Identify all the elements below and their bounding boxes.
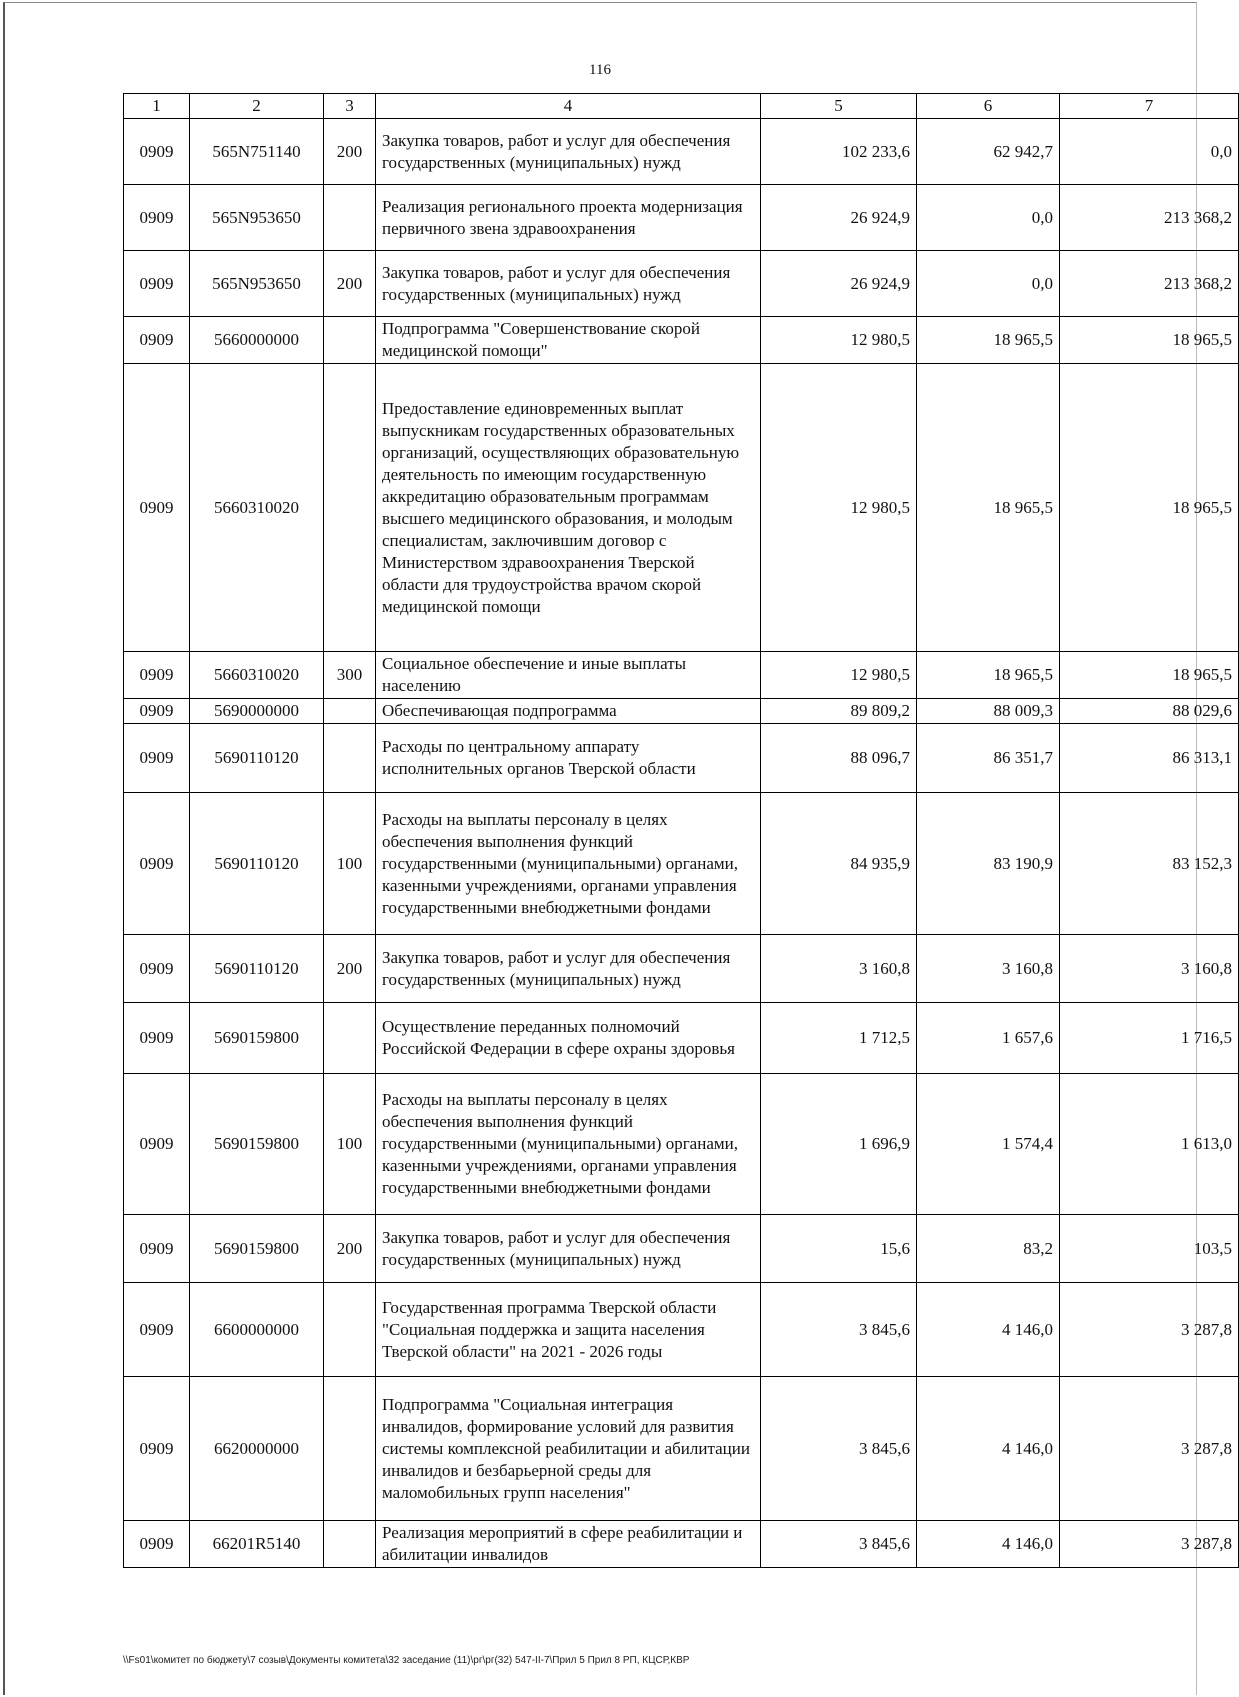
- amount-col5: 3 160,8: [761, 935, 917, 1003]
- amount-col5: 1 712,5: [761, 1003, 917, 1074]
- item-name: Государственная программа Тверской области "Социальная поддержка и защита населения Тверской области" на 2021 - 2026 годы: [376, 1283, 761, 1377]
- amount-col6: 18 965,5: [917, 364, 1060, 652]
- item-name: Реализация мероприятий в сфере реабилитации и абилитации инвалидов: [376, 1521, 761, 1568]
- table-row: [124, 317, 1239, 364]
- column-header: 6: [917, 94, 1060, 119]
- amount-col6: 4 146,0: [917, 1521, 1060, 1568]
- item-name: Расходы на выплаты персоналу в целях обеспечения выполнения функций государственными (муниципальными) органами, казенными учреждениями, органами управления государственными внебюджетными фондами: [376, 1074, 761, 1215]
- target-article-code: 66201R5140: [190, 1521, 324, 1568]
- expense-type-code: [324, 1283, 376, 1377]
- target-article-code: 5690159800: [190, 1074, 324, 1215]
- amount-col7: 88 029,6: [1060, 699, 1239, 724]
- item-name: Закупка товаров, работ и услуг для обеспечения государственных (муниципальных) нужд: [376, 119, 761, 185]
- item-name: Социальное обеспечение и иные выплаты населению: [376, 652, 761, 699]
- file-path-footer: \\Fs01\комитет по бюджету\7 созыв\Документы комитета\32 заседание (11)\рг\рг(32) 547-II-7\Прил 5 Прил 8 РП, КЦСР,КВР: [123, 1655, 690, 1666]
- target-article-code: 6600000000: [190, 1283, 324, 1377]
- expense-type-code: 300: [324, 652, 376, 699]
- expense-type-code: 100: [324, 1074, 376, 1215]
- column-header: 3: [324, 94, 376, 119]
- target-article-code: 5690159800: [190, 1003, 324, 1074]
- amount-col5: 89 809,2: [761, 699, 917, 724]
- item-name: Подпрограмма "Совершенствование скорой медицинской помощи": [376, 317, 761, 364]
- expense-type-code: 200: [324, 1215, 376, 1283]
- amount-col6: 1 657,6: [917, 1003, 1060, 1074]
- amount-col5: 88 096,7: [761, 724, 917, 793]
- table-row: [124, 1283, 1239, 1377]
- amount-col7: 213 368,2: [1060, 185, 1239, 251]
- section-code: 0909: [124, 1003, 190, 1074]
- column-header: 1: [124, 94, 190, 119]
- column-header: 5: [761, 94, 917, 119]
- section-code: 0909: [124, 251, 190, 317]
- amount-col5: 84 935,9: [761, 793, 917, 935]
- item-name: Осуществление переданных полномочий Российской Федерации в сфере охраны здоровья: [376, 1003, 761, 1074]
- table-row: [124, 793, 1239, 935]
- amount-col6: 86 351,7: [917, 724, 1060, 793]
- amount-col6: 0,0: [917, 251, 1060, 317]
- item-name: Закупка товаров, работ и услуг для обеспечения государственных (муниципальных) нужд: [376, 935, 761, 1003]
- amount-col7: 103,5: [1060, 1215, 1239, 1283]
- target-article-code: 5660310020: [190, 652, 324, 699]
- target-article-code: 5690110120: [190, 935, 324, 1003]
- item-name: Расходы на выплаты персоналу в целях обеспечения выполнения функций государственными (муниципальными) органами, казенными учреждениями, органами управления государственными внебюджетными фондами: [376, 793, 761, 935]
- section-code: 0909: [124, 1074, 190, 1215]
- expense-type-code: [324, 317, 376, 364]
- table-row: [124, 699, 1239, 724]
- amount-col6: 62 942,7: [917, 119, 1060, 185]
- section-code: 0909: [124, 1377, 190, 1521]
- amount-col7: 3 160,8: [1060, 935, 1239, 1003]
- amount-col6: 3 160,8: [917, 935, 1060, 1003]
- column-header: 2: [190, 94, 324, 119]
- amount-col7: 3 287,8: [1060, 1377, 1239, 1521]
- expense-type-code: 100: [324, 793, 376, 935]
- section-code: 0909: [124, 1283, 190, 1377]
- expense-type-code: [324, 1521, 376, 1568]
- item-name: Закупка товаров, работ и услуг для обеспечения государственных (муниципальных) нужд: [376, 251, 761, 317]
- target-article-code: 565N751140: [190, 119, 324, 185]
- item-name: Обеспечивающая подпрограмма: [376, 699, 761, 724]
- amount-col6: 4 146,0: [917, 1377, 1060, 1521]
- amount-col6: 83 190,9: [917, 793, 1060, 935]
- target-article-code: 5660310020: [190, 364, 324, 652]
- table-row: [124, 935, 1239, 1003]
- target-article-code: 5660000000: [190, 317, 324, 364]
- amount-col6: 18 965,5: [917, 317, 1060, 364]
- amount-col5: 26 924,9: [761, 251, 917, 317]
- target-article-code: 565N953650: [190, 185, 324, 251]
- amount-col5: 12 980,5: [761, 364, 917, 652]
- expense-type-code: [324, 724, 376, 793]
- item-name: Подпрограмма "Социальная интеграция инвалидов, формирование условий для развития системы комплексной реабилитации и абилитации инвалидов и безбарьерной среды для маломобильных групп населения": [376, 1377, 761, 1521]
- section-code: 0909: [124, 119, 190, 185]
- amount-col6: 88 009,3: [917, 699, 1060, 724]
- amount-col7: 3 287,8: [1060, 1283, 1239, 1377]
- target-article-code: 6620000000: [190, 1377, 324, 1521]
- amount-col7: 0,0: [1060, 119, 1239, 185]
- table-row: [124, 652, 1239, 699]
- table-row: [124, 1377, 1239, 1521]
- target-article-code: 5690000000: [190, 699, 324, 724]
- section-code: 0909: [124, 652, 190, 699]
- amount-col7: 1 613,0: [1060, 1074, 1239, 1215]
- expense-type-code: 200: [324, 119, 376, 185]
- section-code: 0909: [124, 724, 190, 793]
- expense-type-code: [324, 1377, 376, 1521]
- expense-type-code: [324, 1003, 376, 1074]
- amount-col5: 12 980,5: [761, 652, 917, 699]
- table-row: [124, 1521, 1239, 1568]
- target-article-code: 5690110120: [190, 724, 324, 793]
- item-name: Расходы по центральному аппарату исполнительных органов Тверской области: [376, 724, 761, 793]
- target-article-code: 5690159800: [190, 1215, 324, 1283]
- amount-col6: 83,2: [917, 1215, 1060, 1283]
- amount-col6: 4 146,0: [917, 1283, 1060, 1377]
- table-row: [124, 1074, 1239, 1215]
- amount-col7: 83 152,3: [1060, 793, 1239, 935]
- section-code: 0909: [124, 185, 190, 251]
- column-header: 7: [1060, 94, 1239, 119]
- amount-col7: 86 313,1: [1060, 724, 1239, 793]
- section-code: 0909: [124, 364, 190, 652]
- target-article-code: 5690110120: [190, 793, 324, 935]
- amount-col7: 1 716,5: [1060, 1003, 1239, 1074]
- expense-type-code: [324, 364, 376, 652]
- section-code: 0909: [124, 317, 190, 364]
- table-row: [124, 364, 1239, 652]
- expense-type-code: [324, 699, 376, 724]
- target-article-code: 565N953650: [190, 251, 324, 317]
- section-code: 0909: [124, 699, 190, 724]
- item-name: Предоставление единовременных выплат выпускникам государственных образовательных организаций, осуществляющих образовательную деятельность по имеющим государственную аккредитацию образовательным программам высшего медицинского образования, и молодым специалистам, заключившим договор с Министерством здравоохранения Тверской области для трудоустройства врачом скорой медицинской помощи: [376, 364, 761, 652]
- section-code: 0909: [124, 1215, 190, 1283]
- amount-col5: 15,6: [761, 1215, 917, 1283]
- amount-col7: 213 368,2: [1060, 251, 1239, 317]
- table-row: [124, 185, 1239, 251]
- amount-col5: 1 696,9: [761, 1074, 917, 1215]
- section-code: 0909: [124, 1521, 190, 1568]
- table-row: [124, 251, 1239, 317]
- table-row: [124, 724, 1239, 793]
- amount-col6: 0,0: [917, 185, 1060, 251]
- expense-type-code: 200: [324, 935, 376, 1003]
- table-row: [124, 1215, 1239, 1283]
- item-name: Закупка товаров, работ и услуг для обеспечения государственных (муниципальных) нужд: [376, 1215, 761, 1283]
- amount-col6: 18 965,5: [917, 652, 1060, 699]
- amount-col5: 12 980,5: [761, 317, 917, 364]
- amount-col5: 102 233,6: [761, 119, 917, 185]
- section-code: 0909: [124, 935, 190, 1003]
- budget-table: [123, 93, 1239, 1568]
- amount-col5: 3 845,6: [761, 1283, 917, 1377]
- expense-type-code: 200: [324, 251, 376, 317]
- amount-col7: 3 287,8: [1060, 1521, 1239, 1568]
- amount-col7: 18 965,5: [1060, 652, 1239, 699]
- section-code: 0909: [124, 793, 190, 935]
- item-name: Реализация регионального проекта модернизация первичного звена здравоохранения: [376, 185, 761, 251]
- amount-col5: 3 845,6: [761, 1377, 917, 1521]
- amount-col7: 18 965,5: [1060, 364, 1239, 652]
- expense-type-code: [324, 185, 376, 251]
- column-header: 4: [376, 94, 761, 119]
- table-row: [124, 1003, 1239, 1074]
- amount-col5: 26 924,9: [761, 185, 917, 251]
- amount-col7: 18 965,5: [1060, 317, 1239, 364]
- table-header-row: [124, 94, 1239, 119]
- amount-col5: 3 845,6: [761, 1521, 917, 1568]
- table-row: [124, 119, 1239, 185]
- page-number: 116: [589, 62, 611, 78]
- amount-col6: 1 574,4: [917, 1074, 1060, 1215]
